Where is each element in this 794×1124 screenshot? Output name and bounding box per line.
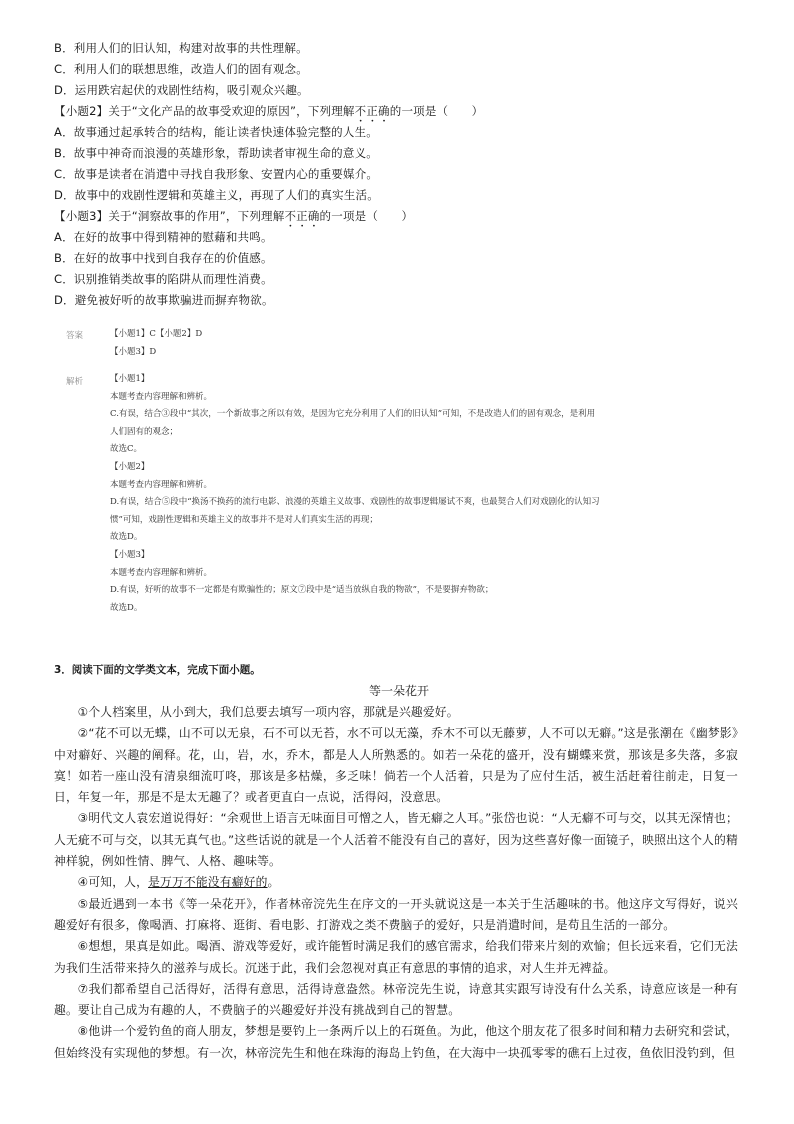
q3-stem-pre: 【小题3】关于“洞察故事的作用”，下列理解 xyxy=(54,209,285,223)
paragraph-6: ⑥想想，果真是如此。喝酒、游戏等爱好，或许能暂时满足我们的感官需求，给我们带来片刻的欢愉；但长远来看，它们无法为我们生活带来持久的滋养与成长。沉迷于此，我们会忽视对真正有意思的事情的追求，对人生并无裨益。 xyxy=(54,939,738,975)
analysis-line: D.有误，好听的故事不一定都是有欺骗性的；原文⑦段中是“适当放纵自我的物欲”，不是要摒弃物欲； xyxy=(110,585,494,596)
q1-option-b: B．利用人们的旧认知，构建对故事的共性理解。 xyxy=(54,41,308,55)
analysis-line: 【小题3】 xyxy=(110,549,150,560)
q2-option-b: B．故事中神奇而浪漫的英雄形象，帮助读者审视生命的意义。 xyxy=(54,146,378,160)
q3-option-c: C．识别推销类故事的陷阱从而理性消费。 xyxy=(54,272,273,286)
analysis-line: 本题考查内容理解和辨析。 xyxy=(110,391,213,402)
q3-option-b: B．在好的故事中找到自我存在的价值感。 xyxy=(54,251,273,265)
answer-label: 答案 xyxy=(66,331,84,341)
q2-option-d: D．故事中的戏剧性逻辑和英雄主义，再现了人们的真实生活。 xyxy=(54,188,379,202)
q2-option-a: A．故事通过起承转合的结构，能让读者快速体验完整的人生。 xyxy=(54,125,378,139)
paragraph-8: ⑧他讲一个爱钓鱼的商人朋友，梦想是要钓上一条两斤以上的石斑鱼。为此，他这个朋友花了很多时间和精力去研究和尝试，但始终没有实现他的梦想。有一次，林帝浣先生和他在珠海的海岛上钓鱼，在大海中一块孤零零的礁石上过夜，鱼依旧没钓到，但 xyxy=(54,1024,738,1060)
q1-option-c: C．利用人们的联想思维，改造人们的固有观念。 xyxy=(54,62,308,76)
q2-option-c: C．故事是读者在消遣中寻找自我形象、安置内心的重要媒介。 xyxy=(54,167,379,181)
q1-option-d: D．运用跌宕起伏的戏剧性结构，吸引观众兴趣。 xyxy=(54,83,309,97)
paragraph-1: ①个人档案里，从小到大，我们总要去填写一项内容，那就是兴趣爱好。 xyxy=(77,705,459,719)
q3-stem-emph: 不正确 xyxy=(284,209,320,223)
question-block xyxy=(54,38,754,311)
answer-line: 【小题3】D xyxy=(110,346,157,357)
reading-section-3 xyxy=(54,659,744,1064)
paragraph-3: ③明代文人袁宏道说得好：“余观世上语言无味面目可憎之人，皆无癖之人耳。”张岱也说：“人无癖不可与交，以其无深情也；人无疵不可与交，以其无真气也。”这些话说的就是一个人活着不能没有自己的喜好，因为这些喜好像一面镜子，映照出这个人的精神样貌，例如性情、脾气、人格、趣味等。 xyxy=(54,811,738,869)
analysis-line: C.有误，结合③段中“其次，一个新故事之所以有效，是因为它充分利用了人们的旧认知”可知，不是改造人们的固有观念，是利用 xyxy=(110,409,596,420)
section-heading: 3．阅读下面的文学类文本，完成下面小题。 xyxy=(54,664,261,676)
passage-title: 等一朵花开 xyxy=(368,684,429,698)
paragraph-7: ⑦我们都希望自己活得好，活得有意思，活得诗意盎然。林帝浣先生说，诗意其实跟写诗没有什么关系，诗意应该是一种有趣。要让自己成为有趣的人，不费脑子的兴趣爱好并没有挑战到自己的智慧。 xyxy=(54,981,738,1018)
paragraph-4-post: 。 xyxy=(267,875,280,890)
q2-stem-pre: 【小题2】关于“文化产品的故事受欢迎的原因”，下列理解 xyxy=(54,104,355,118)
analysis-body xyxy=(110,371,750,617)
paragraph-4-pre: ④可知，人， xyxy=(77,875,149,890)
q3-option-d: D．避免被好听的故事欺骗进而摒弃物欲。 xyxy=(54,293,274,307)
paragraph-4 xyxy=(54,872,738,893)
analysis-line: D.有误，结合⑤段中“换汤不换药的流行电影、浪漫的英雄主义故事、戏剧性的故事逻辑屡试不爽，也最契合人们对戏剧化的认知习 xyxy=(110,497,600,508)
paragraph-2: ②“花不可以无蝶，山不可以无泉，石不可以无苔，水不可以无藻，乔木不可以无藤萝，人不可以无癖。”这是张潮在《幽梦影》中对癖好、兴趣的阐释。花，山，岩，水，乔木，都是人人所熟悉的。如若一朵花的盛开，没有蝴蝶来赏，那该是多失落，多寂寞！如若一座山没有清泉细流叮咚，那该是多枯燥，多乏味！倘若一个人活着，只是为了应付生活，被生活赶着往前走，日复一日，年复一年，那是不是太无趣了？或者更直白一点说，活得闷，没意思。 xyxy=(54,726,738,805)
answer-body xyxy=(110,326,750,361)
paragraph-5: ⑤最近遇到一本书《等一朵花开》，作者林帝浣先生在序文的一开头就说这是一本关于生活趣味的书。他这序文写得好，说兴趣爱好有很多，像喝酒、打麻将、逛街、看电影、打游戏之类不费脑子的爱好，只是消遣时间，是苟且生活的一部分。 xyxy=(54,896,738,932)
answer-line: 【小题1】C【小题2】D xyxy=(110,329,203,339)
q3-stem xyxy=(54,206,754,227)
analysis-line: 本题考查内容理解和辨析。 xyxy=(110,479,213,490)
q2-stem xyxy=(54,101,754,122)
analysis-line: 故选D。 xyxy=(110,532,143,543)
analysis-line: 【小题1】 xyxy=(110,374,150,384)
q2-stem-emph: 不正确 xyxy=(354,104,390,118)
paragraph-4-underlined: 是万万不能没有癖好的 xyxy=(148,875,268,890)
q3-option-a: A．在好的故事中得到精神的慰藉和共鸣。 xyxy=(54,230,273,244)
analysis-line: 故选C。 xyxy=(110,444,143,455)
analysis-line: 本题考查内容理解和辨析。 xyxy=(110,567,213,578)
q3-stem-post: 的一项是（ ） xyxy=(319,209,414,223)
analysis-line: 惯”可知，戏剧性逻辑和英雄主义的故事并不是对人们真实生活的再现； xyxy=(110,514,378,525)
analysis-line: 人们固有的观念； xyxy=(110,426,179,437)
q2-stem-post: 的一项是（ ） xyxy=(389,104,484,118)
analysis-label: 解析 xyxy=(66,377,84,387)
analysis-line: 【小题2】 xyxy=(110,461,150,472)
analysis-line: 故选D。 xyxy=(110,602,143,613)
passage-body xyxy=(54,702,738,1064)
